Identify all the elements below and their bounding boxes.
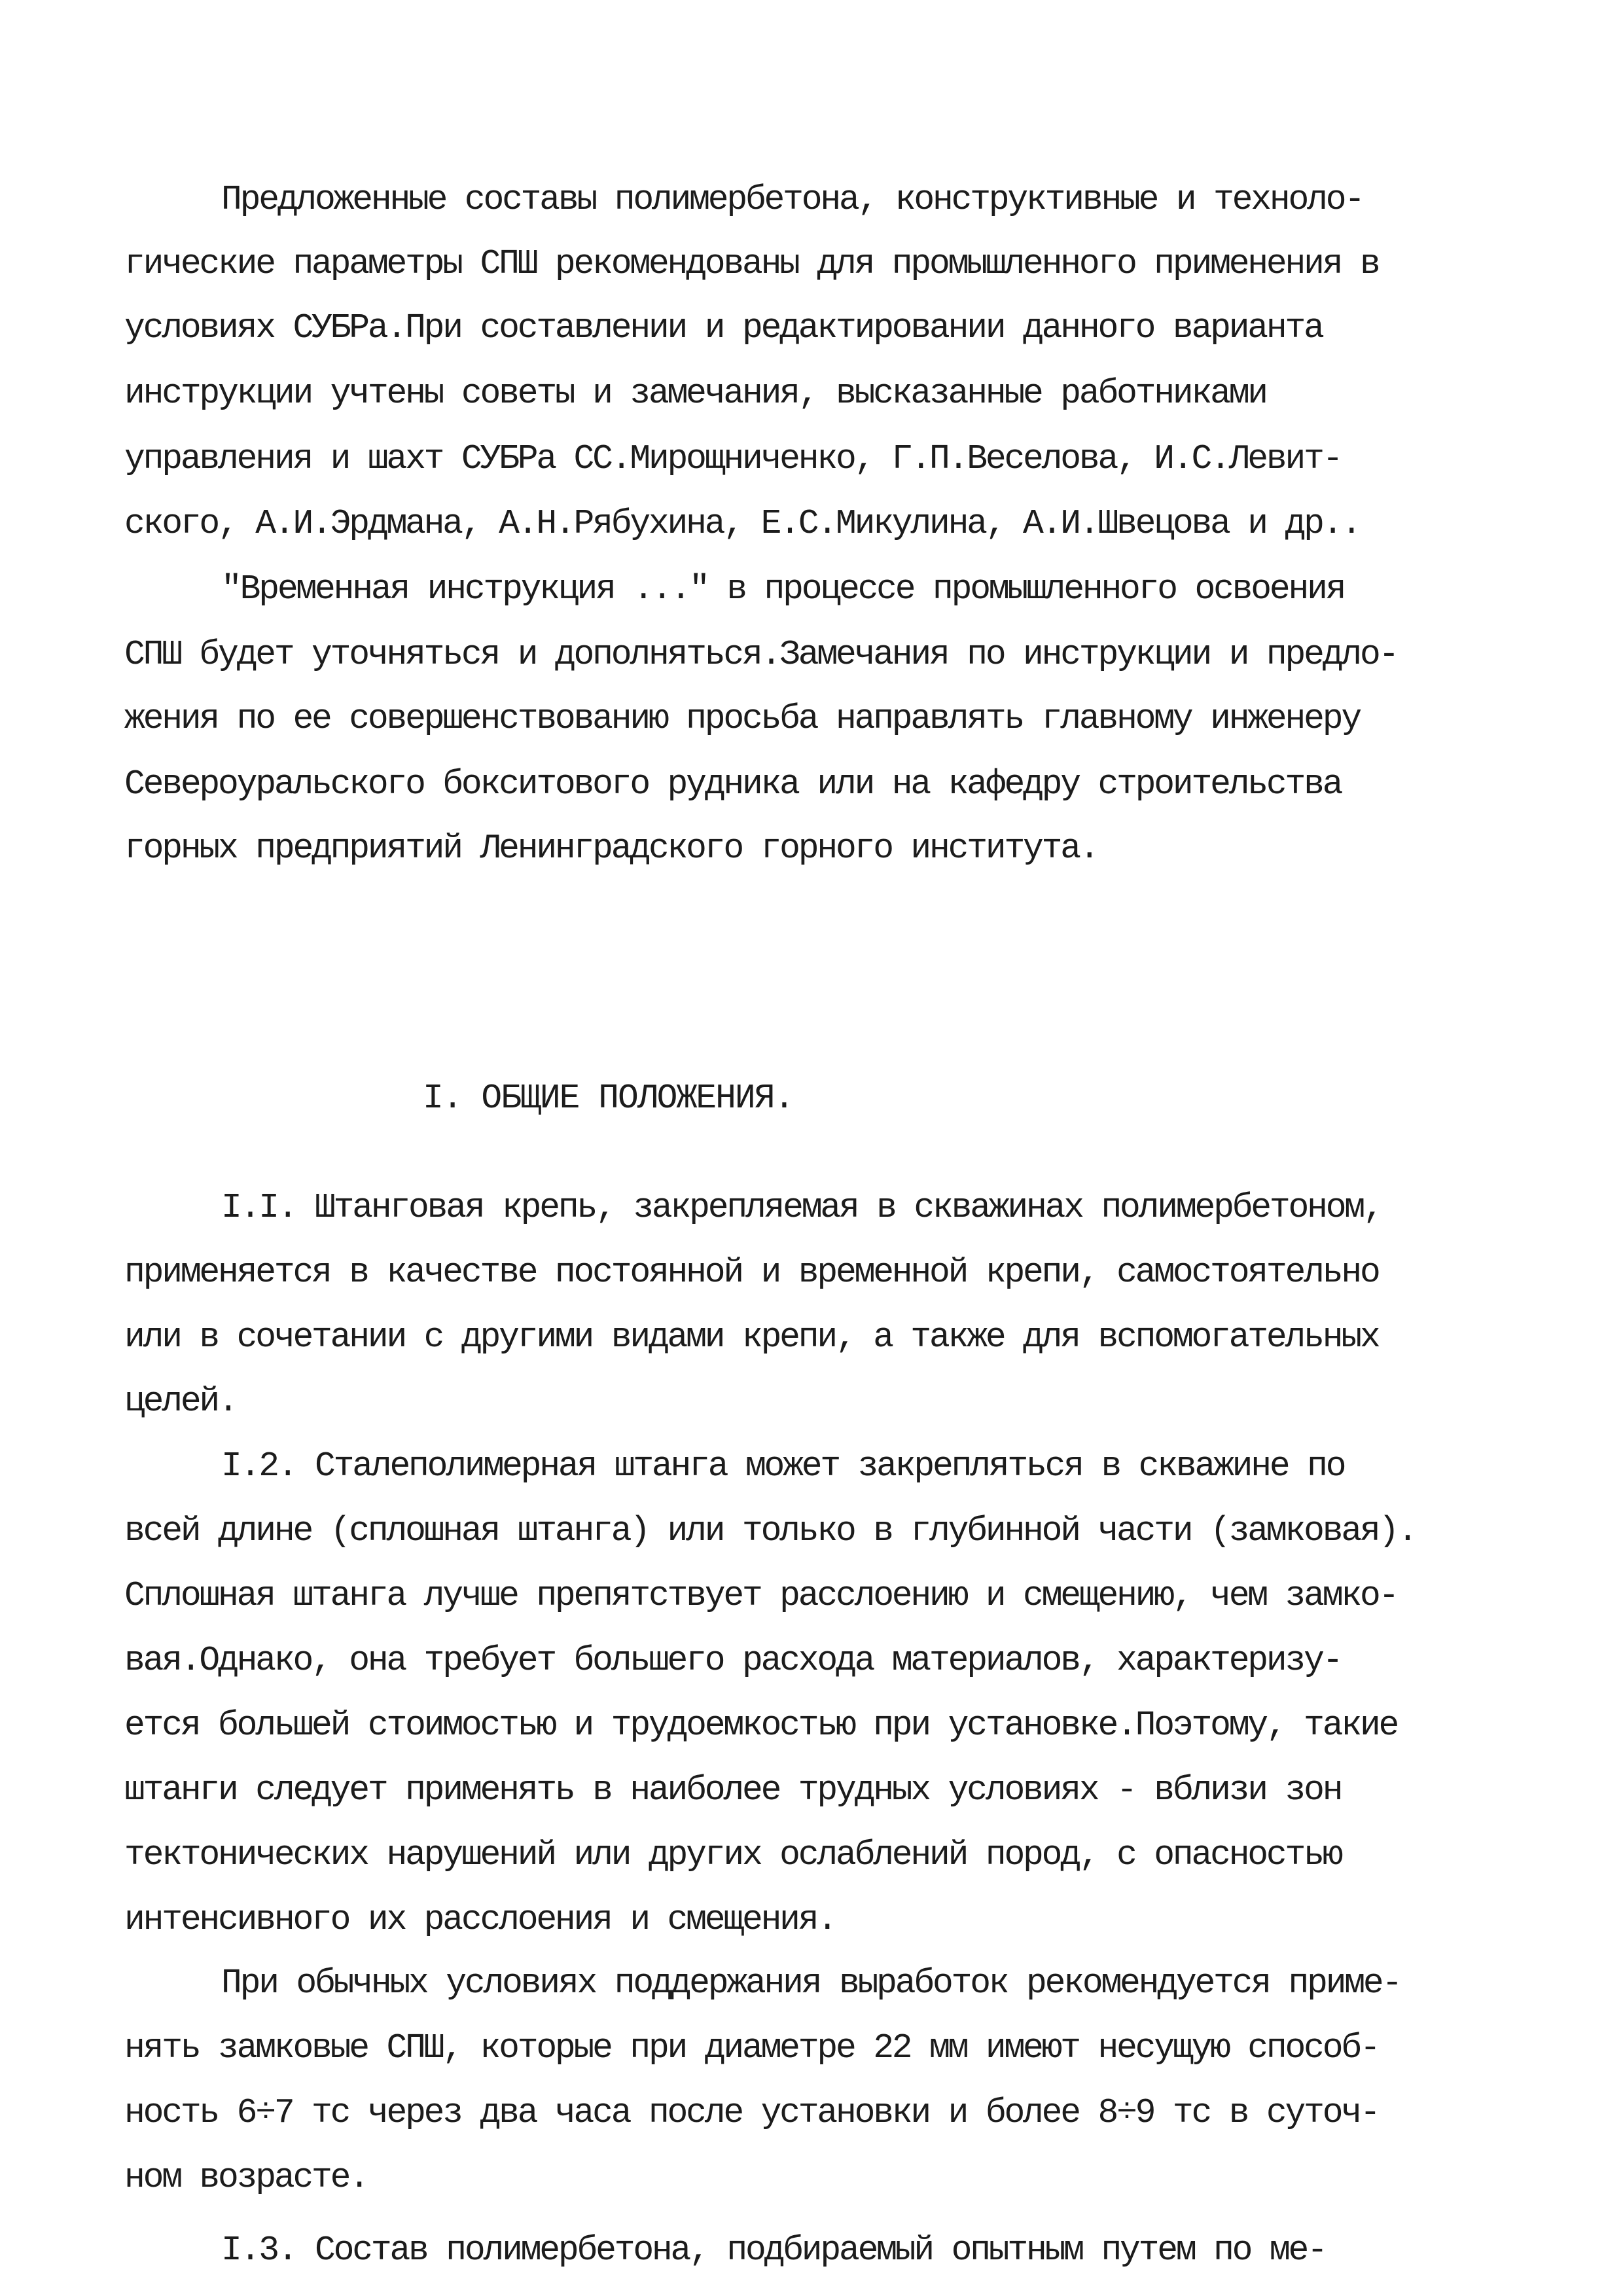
text-line: При обычных условиях поддержания выработок рекомендуется приме- [221, 1964, 1401, 2003]
text-line: Сплошная штанга лучше препятствует расслоению и смещению, чем замко- [124, 1576, 1398, 1615]
text-line: "Временная инструкция ..." в процессе промышленного освоения [221, 569, 1345, 609]
section-heading: I. ОБЩИЕ ПОЛОЖЕНИЯ. [423, 1079, 794, 1118]
text-line: тектонических нарушений или других ослаблений пород, с опасностью [124, 1835, 1342, 1874]
text-line: штанги следует применять в наиболее трудных условиях - вблизи зон [124, 1770, 1342, 1810]
text-line: Североуральского бокситового рудника или на кафедру строительства [124, 764, 1342, 804]
text-line: гические параметры СПШ рекомендованы для промышленного применения в [124, 244, 1379, 283]
text-line: горных предприятий Ленинградского горного института. [124, 829, 1098, 868]
text-line: инструкции учтены советы и замечания, высказанные работниками [124, 374, 1266, 413]
text-line: СПШ будет уточняться и дополняться.Замечания по инструкции и предло- [124, 635, 1398, 674]
text-line: применяется в качестве постоянной и временной крепи, самостоятельно [124, 1253, 1379, 1292]
text-line: всей длине (сплошная штанга) или только в глубинной части (замковая). [124, 1511, 1416, 1551]
text-line: вая.Однако, она требует большего расхода материалов, характеризу- [124, 1641, 1342, 1680]
text-line: I.3. Состав полимербетона, подбираемый опытным путем по ме- [221, 2231, 1326, 2270]
text-line: жения по ее совершенствованию просьба направлять главному инженеру [124, 699, 1360, 738]
text-line: ном возрасте. [124, 2158, 368, 2197]
text-line: Предложенные составы полимербетона, конструктивные и техноло- [221, 180, 1363, 219]
text-line: нять замковые СПШ, которые при диаметре 22 мм имеют несущую способ- [124, 2028, 1379, 2068]
text-line: I.I. Штанговая крепь, закрепляемая в скважинах полимербетоном, [221, 1188, 1382, 1227]
text-line: ность 6÷7 тс через два часа после установки и более 8÷9 тс в суточ- [124, 2093, 1379, 2132]
text-line: ского, А.И.Эрдмана, А.Н.Рябухина, Е.С.Микулина, А.И.Швецова и др.. [124, 504, 1360, 543]
text-line: ется большей стоимостью и трудоемкостью при установке.Поэтому, такие [124, 1706, 1398, 1745]
text-line: целей. [124, 1382, 237, 1421]
text-line: управления и шахт СУБРа СС.Мирощниченко, Г.П.Веселова, И.С.Левит- [124, 439, 1342, 478]
text-line: условиях СУБРа.При составлении и редактировании данного варианта [124, 308, 1323, 348]
text-line: или в сочетании с другими видами крепи, а также для вспомогательных [124, 1318, 1379, 1357]
text-line: интенсивного их расслоения и смещения. [124, 1900, 836, 1939]
text-line: I.2. Сталеполимерная штанга может закрепляться в скважине по [221, 1446, 1345, 1486]
